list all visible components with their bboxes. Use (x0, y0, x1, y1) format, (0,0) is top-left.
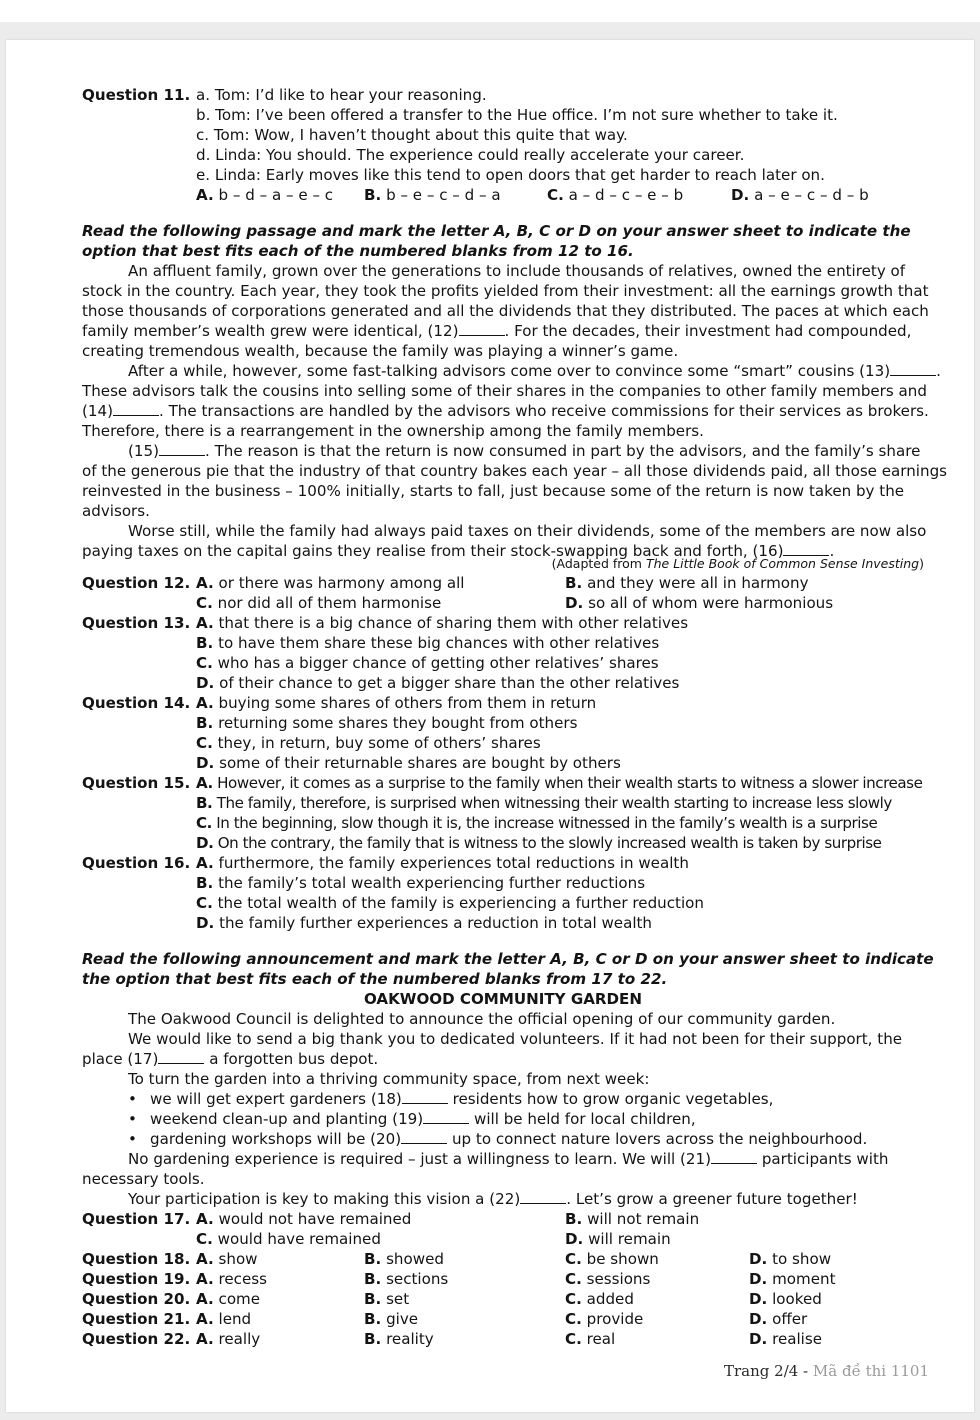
announcement-line: We would like to send a big thank you to dedicated volunteers. If it had not been for their support, the (128, 1030, 903, 1048)
announcement-line: To turn the garden into a thriving community space, from next week: (128, 1070, 650, 1088)
announcement-title: OAKWOOD COMMUNITY GARDEN (364, 990, 642, 1008)
question-21: Question 21. A. lend B. give C. provide D. offer (82, 1310, 808, 1328)
question-16: Question 16. A. furthermore, the family experiences total reductions in wealth (82, 854, 689, 872)
q11-line-c: c. Tom: Wow, I haven’t thought about this quite that way. (196, 126, 628, 144)
passage-line: reinvested in the business – 100% initially, starts to fall, just because some of the return is now taken by the (82, 482, 905, 500)
q20-option-c[interactable]: C. added (565, 1290, 634, 1308)
q18-option-c[interactable]: C. be shown (565, 1250, 659, 1268)
q19-option-b[interactable]: B. sections (364, 1270, 449, 1288)
q14-option-a[interactable]: A. buying some shares of others from them in return (196, 694, 597, 712)
previous-page-edge (0, 0, 980, 22)
announcement-line-blank-21: No gardening experience is required – just a willingness to learn. We will (21) participants with (128, 1150, 889, 1168)
passage-line: stock in the country. Each year, they took the profits yielded from their investment: all the earnings growth that (82, 282, 929, 300)
passage-line-blank-15: (15) . The reason is that the return is now consumed in part by the advisors, and the family’s share (128, 442, 921, 460)
announcement-line-blank-17: place (17) a forgotten bus depot. (82, 1050, 379, 1068)
announcement-line: The Oakwood Council is delighted to announce the official opening of our community garden. (128, 1010, 836, 1028)
q15-option-c[interactable]: C. In the beginning, slow though it is, the increase witnessed in the family’s wealth is a surprise (196, 814, 878, 832)
blank-17 (158, 1051, 204, 1064)
q12-option-d[interactable]: D. so all of whom were harmonious (565, 594, 834, 612)
question-17: Question 17. A. would not have remained B. will not remain (82, 1210, 700, 1228)
q18-option-d[interactable]: D. to show (749, 1250, 832, 1268)
page-footer: Trang 2/4 - Mã đề thi 1101 (724, 1362, 930, 1380)
q11-options (82, 185, 924, 205)
q16-option-a[interactable]: A. furthermore, the family experiences total reductions in wealth (196, 854, 689, 872)
q11-line-d: d. Linda: You should. The experience could really accelerate your career. (196, 146, 745, 164)
q14-option-b[interactable]: B. returning some shares they bought from others (196, 714, 578, 732)
passage-line: advisors. (82, 502, 150, 520)
q18-option-b[interactable]: B. showed (364, 1250, 444, 1268)
passage-instruction: Read the following passage and mark the letter A, B, C or D on your answer sheet to indicate the option that best fits each of the numbered blanks from 12 to 16. (82, 222, 911, 260)
q15-option-d[interactable]: D. On the contrary, the family that is witness to the slowly increased wealth is taken by surprise (196, 834, 882, 852)
bullet-item: • we will get expert gardeners (18) residents how to grow organic vegetables, (128, 1090, 774, 1108)
passage-line: of the generous pie that the industry of that country bakes each year – all those dividends paid, all those earnings (82, 462, 948, 480)
q16-option-d[interactable]: D. the family further experiences a reduction in total wealth (196, 914, 652, 932)
q17-options-row2 (82, 1229, 924, 1249)
q11-line-b: b. Tom: I’ve been offered a transfer to the Hue office. I’m not sure whether to take it. (196, 106, 838, 124)
q19-option-a[interactable]: A. recess (196, 1270, 267, 1288)
blank-18 (402, 1091, 448, 1104)
question-22: Question 22. A. really B. reality C. real D. realise (82, 1330, 823, 1348)
bullet-dot-icon: • (128, 1090, 137, 1108)
passage-line: Worse still, while the family had always paid taxes on their dividends, some of the members are now also (128, 522, 927, 540)
passage-line: An affluent family, grown over the generations to include thousands of relatives, owned the entirety of (128, 262, 906, 280)
passage-line-blank-12: family member’s wealth grew were identical, (12) . For the decades, their investment had compounded, (82, 322, 912, 340)
q21-option-c[interactable]: C. provide (565, 1310, 644, 1328)
passage-source: (Adapted from The Little Book of Common Sense Investing) (551, 556, 924, 571)
q13-option-b[interactable]: B. to have them share these big chances with other relatives (196, 634, 660, 652)
q20-option-a[interactable]: A. come (196, 1290, 261, 1308)
q12-option-a[interactable]: A. or there was harmony among all (196, 574, 465, 592)
q17-option-b[interactable]: B. will not remain (565, 1210, 700, 1228)
blank-21 (711, 1151, 757, 1164)
bullet-item: • weekend clean-up and planting (19) will be held for local children, (128, 1110, 696, 1128)
q21-option-b[interactable]: B. give (364, 1310, 419, 1328)
bullet-dot-icon: • (128, 1130, 137, 1148)
q11-option-a[interactable]: A. b – d – a – e – c (196, 186, 334, 204)
passage-line: those thousands of corporations generated and all the dividends that they distributed. The paces at which each (82, 302, 929, 320)
bullet-item: • gardening workshops will be (20) up to connect nature lovers across the neighbourhood. (128, 1130, 868, 1148)
q11-option-d[interactable]: D. a – e – c – d – b (731, 186, 869, 204)
exam-page (6, 40, 974, 1412)
q22-option-c[interactable]: C. real (565, 1330, 616, 1348)
q19-option-c[interactable]: C. sessions (565, 1270, 651, 1288)
question-12: Question 12. A. or there was harmony among all B. and they were all in harmony (82, 574, 809, 592)
passage-line: These advisors talk the cousins into selling some of their shares in the companies to other family members and (82, 382, 927, 400)
question-15: Question 15. A. However, it comes as a surprise to the family when their wealth starts to witness a slower increase (82, 774, 923, 792)
q20-option-d[interactable]: D. looked (749, 1290, 822, 1308)
q19-option-d[interactable]: D. moment (749, 1270, 836, 1288)
q16-option-b[interactable]: B. the family’s total wealth experiencing further reductions (196, 874, 646, 892)
announcement-line: necessary tools. (82, 1170, 205, 1188)
blank-20 (401, 1131, 447, 1144)
bullet-dot-icon: • (128, 1110, 137, 1128)
q16-option-c[interactable]: C. the total wealth of the family is experiencing a further reduction (196, 894, 704, 912)
q22-option-b[interactable]: B. reality (364, 1330, 434, 1348)
q17-option-a[interactable]: A. would not have remained (196, 1210, 412, 1228)
question-20: Question 20. A. come B. set C. added D. looked (82, 1290, 822, 1308)
q20-option-b[interactable]: B. set (364, 1290, 410, 1308)
q13-option-a[interactable]: A. that there is a big chance of sharing them with other relatives (196, 614, 689, 632)
question-13: Question 13. A. that there is a big chance of sharing them with other relatives (82, 614, 689, 632)
blank-16 (783, 543, 829, 556)
question-11: Question 11. a. Tom: I’d like to hear your reasoning. (82, 86, 487, 104)
q14-option-d[interactable]: D. some of their returnable shares are bought by others (196, 754, 621, 772)
q13-option-d[interactable]: D. of their chance to get a bigger share than the other relatives (196, 674, 680, 692)
q13-option-c[interactable]: C. who has a bigger chance of getting other relatives’ shares (196, 654, 659, 672)
q21-option-d[interactable]: D. offer (749, 1310, 808, 1328)
passage-line-blank-13: After a while, however, some fast-talking advisors come over to convince some “smart” cousins (13) . (128, 362, 941, 380)
question-18: Question 18. A. show B. showed C. be shown D. to show (82, 1250, 832, 1268)
blank-19 (423, 1111, 469, 1124)
announcement-instruction: Read the following announcement and mark the letter A, B, C or D on your answer sheet to indicate the option that best fits each of the numbered blanks from 17 to 22. (82, 950, 934, 988)
q12-option-c[interactable]: C. nor did all of them harmonise (196, 594, 442, 612)
q11-option-b[interactable]: B. b – e – c – d – a (364, 186, 501, 204)
q21-option-a[interactable]: A. lend (196, 1310, 252, 1328)
q12-option-b[interactable]: B. and they were all in harmony (565, 574, 809, 592)
page-content (82, 85, 948, 1349)
q15-option-a[interactable]: A. However, it comes as a surprise to the family when their wealth starts to witness a slower increase (196, 774, 923, 792)
question-14: Question 14. A. buying some shares of others from them in return (82, 694, 597, 712)
passage-line: Therefore, there is a rearrangement in the ownership among the family members. (82, 422, 704, 440)
q18-option-a[interactable]: A. show (196, 1250, 258, 1268)
q14-option-c[interactable]: C. they, in return, buy some of others’ shares (196, 734, 541, 752)
q22-option-a[interactable]: A. really (196, 1330, 261, 1348)
q22-option-d[interactable]: D. realise (749, 1330, 823, 1348)
question-19: Question 19. A. recess B. sections C. sessions D. moment (82, 1270, 836, 1288)
announcement-line-blank-22: Your participation is key to making this vision a (22) . Let’s grow a greener future together! (128, 1190, 858, 1208)
blank-12 (459, 323, 505, 336)
blank-15 (159, 443, 205, 456)
blank-14 (113, 403, 159, 416)
blank-13 (890, 363, 936, 376)
blank-22 (520, 1191, 566, 1204)
q11-line-e: e. Linda: Early moves like this tend to open doors that get harder to reach later on. (196, 166, 825, 184)
q15-option-b[interactable]: B. The family, therefore, is surprised when witnessing their wealth starting to increase less slowly (196, 794, 892, 812)
passage-line-blank-14: (14) . The transactions are handled by the advisors who receive commissions for their services as brokers. (82, 402, 929, 420)
q17-option-c[interactable]: C. would have remained (196, 1230, 381, 1248)
passage-line: creating tremendous wealth, because the family was playing a winner’s game. (82, 342, 679, 360)
q17-option-d[interactable]: D. will remain (565, 1230, 671, 1248)
q12-options-row2 (82, 593, 924, 613)
passage-line-blank-16: paying taxes on the capital gains they realise from their stock-swapping back and forth, (16) . (82, 542, 835, 560)
q11-option-c[interactable]: C. a – d – c – e – b (547, 186, 684, 204)
